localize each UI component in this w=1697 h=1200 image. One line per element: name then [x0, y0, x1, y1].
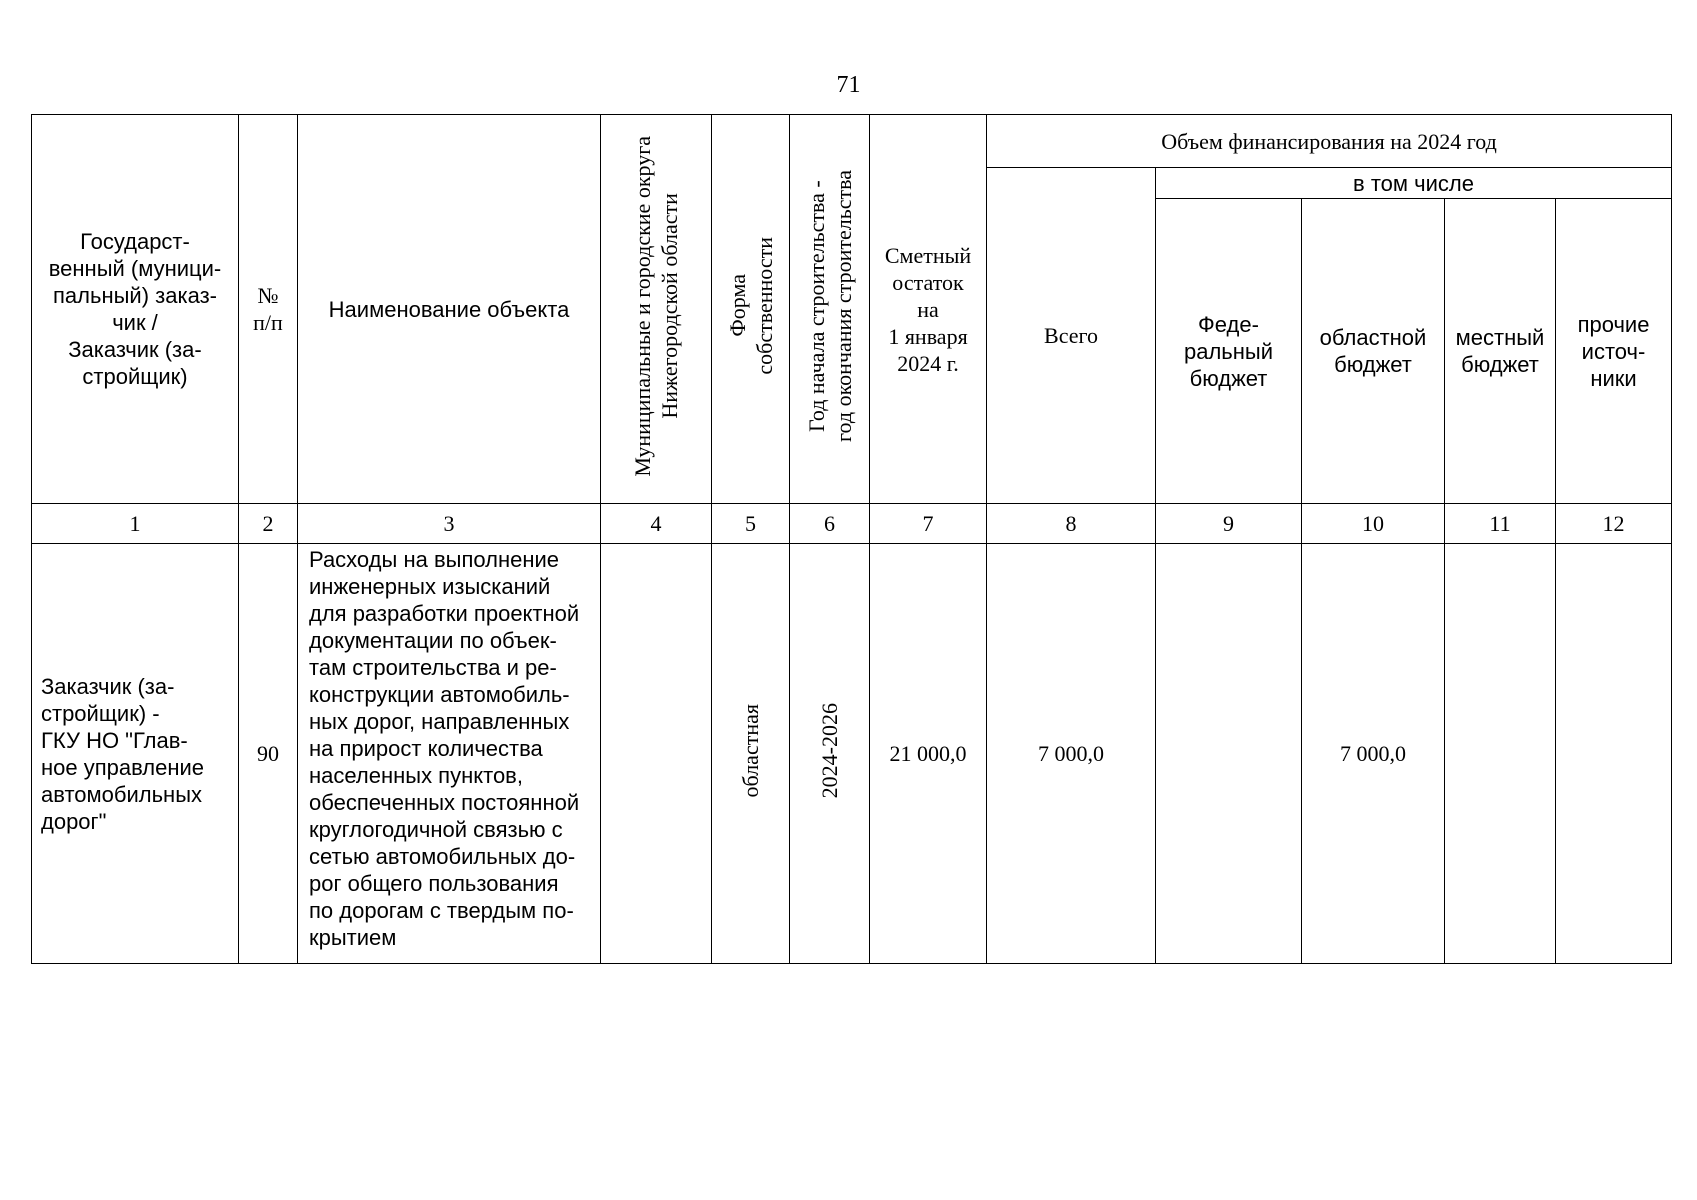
column-number: 5 — [712, 504, 790, 544]
header-ownership-text: Форма собственности — [724, 237, 777, 375]
row-local — [1445, 544, 1556, 964]
row-ownership — [712, 544, 790, 964]
financing-table — [31, 114, 1672, 964]
column-number: 1 — [32, 504, 239, 544]
column-number: 9 — [1156, 504, 1302, 544]
column-number: 12 — [1556, 504, 1672, 544]
row-years — [790, 544, 870, 964]
row-years-text: 2024-2026 — [817, 702, 842, 799]
row-federal — [1156, 544, 1302, 964]
column-number: 6 — [790, 504, 870, 544]
column-number: 2 — [239, 504, 298, 544]
row-object-name: Расходы на выполнение инженерных изысканий для разработки проектной документации по объек- там строительства и ре- конструкции автомобиль- ных дорог, направленных на прирост количества населенных пунктов, обеспеченных постоянной круглогодичной связью с сетью автомобильных до- рог общего пользования по дорогам с твердым по- крытием — [298, 544, 601, 964]
header-object-name: Наименование объекта — [298, 115, 601, 504]
row-customer: Заказчик (за- стройщик) - ГКУ НО "Глав- ное управление автомобильных дорог" — [32, 544, 239, 964]
header-municipal-text: Муниципальные и городские округа Нижегородской области — [630, 135, 682, 477]
header-customer: Государст- венный (муници- пальный) заказ- чик / Заказчик (за- стройщик) — [32, 115, 239, 504]
header-federal: Феде- ральный бюджет — [1156, 199, 1302, 504]
row-total: 7 000,0 — [987, 544, 1156, 964]
row-num: 90 — [239, 544, 298, 964]
header-funding-title: Объем финансирования на 2024 год — [987, 115, 1672, 168]
row-other — [1556, 544, 1672, 964]
row-municipal — [601, 544, 712, 964]
table-row — [32, 544, 1672, 964]
column-number-row — [32, 504, 1672, 544]
column-number: 4 — [601, 504, 712, 544]
header-ownership — [712, 115, 790, 504]
header-including: в том числе — [1156, 168, 1672, 199]
header-local: местный бюджет — [1445, 199, 1556, 504]
header-other: прочие источ- ники — [1556, 199, 1672, 504]
header-num: № п/п — [239, 115, 298, 504]
header-estimate: Сметный остаток на 1 января 2024 г. — [870, 115, 987, 504]
header-years-text: Год начала строительства - год окончания строительства — [803, 170, 856, 442]
column-number: 3 — [298, 504, 601, 544]
page-number: 71 — [836, 72, 861, 98]
header-municipal — [601, 115, 712, 504]
column-number: 8 — [987, 504, 1156, 544]
column-number: 10 — [1302, 504, 1445, 544]
header-years — [790, 115, 870, 504]
column-number: 11 — [1445, 504, 1556, 544]
row-ownership-text: областная — [738, 703, 763, 798]
header-regional: областной бюджет — [1302, 199, 1445, 504]
header-total: Всего — [987, 168, 1156, 504]
column-number: 7 — [870, 504, 987, 544]
row-estimate: 21 000,0 — [870, 544, 987, 964]
row-regional: 7 000,0 — [1302, 544, 1445, 964]
